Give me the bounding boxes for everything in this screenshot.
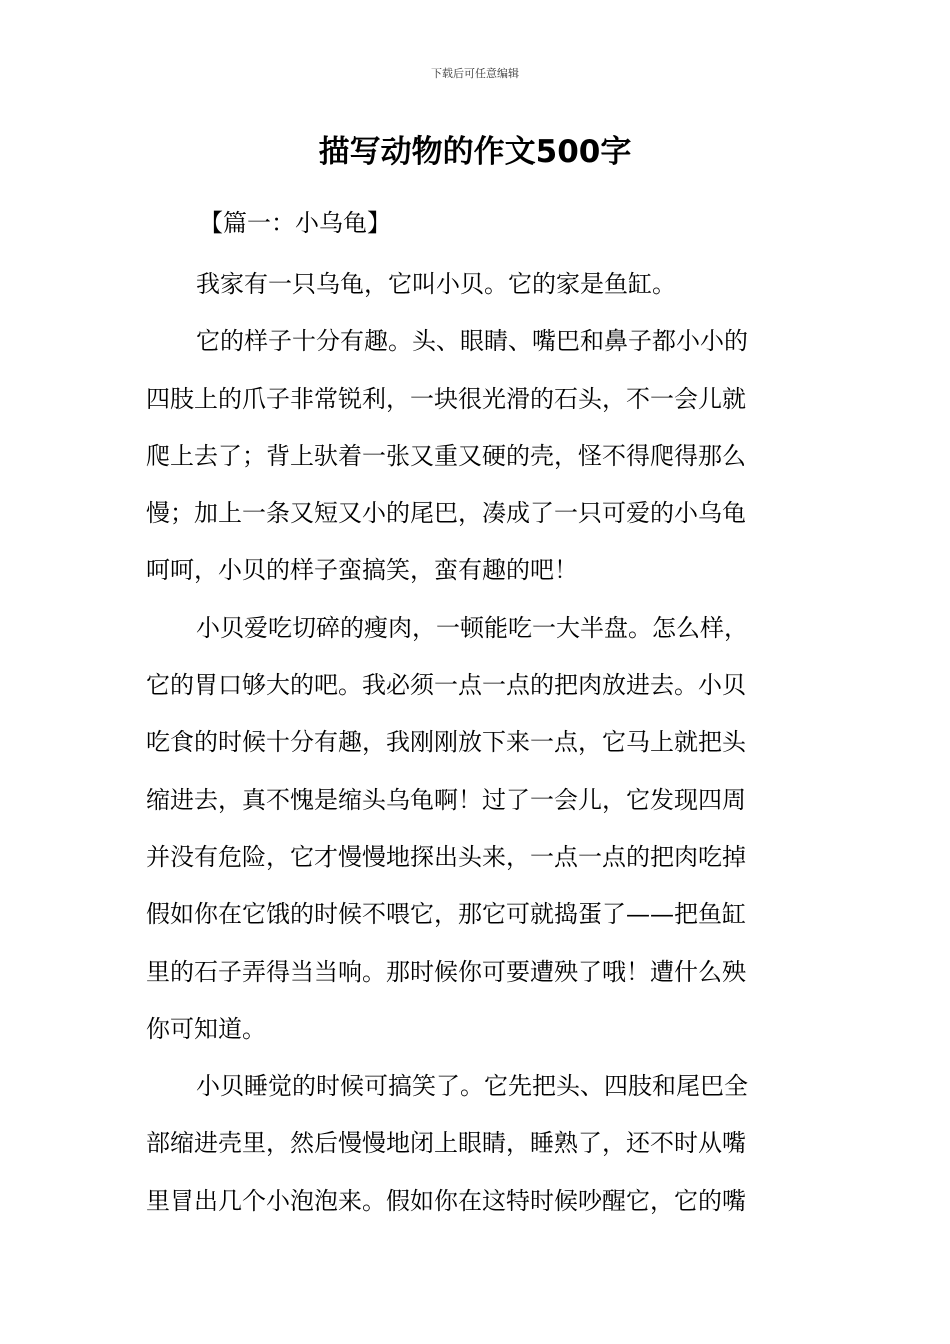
text-line: 小贝爱吃切碎的瘦肉，一顿能吃一大半盘。怎么样， [196, 613, 748, 642]
document-title: 描写动物的作文500字 [318, 134, 632, 170]
paragraph-2 [146, 313, 811, 599]
header-note: 下载后可任意编辑 [431, 67, 519, 80]
text-line: 缩进去，真不愧是缩头乌龟啊！过了一会儿，它发现四周 [146, 785, 746, 814]
text-line: 假如你在它饿的时候不喂它，那它可就捣蛋了——把鱼缸 [146, 900, 746, 929]
text-line: 四肢上的爪子非常锐利，一块很光滑的石头，不一会儿就 [146, 384, 746, 413]
text-line: 并没有危险，它才慢慢地探出头来，一点一点的把肉吃掉 [146, 842, 746, 871]
paragraph-4 [146, 1058, 811, 1230]
paragraph-3 [146, 600, 811, 1058]
text-line: 慢；加上一条又短又小的尾巴，凑成了一只可爱的小乌龟 [146, 499, 746, 528]
text-line: 吃食的时候十分有趣，我刚刚放下来一点，它马上就把头 [146, 728, 746, 757]
paragraph-1 [146, 256, 811, 313]
text-line: 里冒出几个小泡泡来。假如你在这特时候吵醒它，它的嘴 [146, 1186, 746, 1215]
text-line: 部缩进壳里，然后慢慢地闭上眼睛，睡熟了，还不时从嘴 [146, 1129, 746, 1158]
text-line: 我家有一只乌龟，它叫小贝。它的家是鱼缸。 [196, 270, 676, 298]
body-text [146, 256, 811, 1230]
text-line: 呵呵，小贝的样子蛮搞笑，蛮有趣的吧！ [146, 556, 578, 585]
text-line: 里的石子弄得当当响。那时候你可要遭殃了哦！遭什么殃 [146, 957, 746, 986]
text-line: 你可知道。 [146, 1014, 266, 1043]
text-line: 它的样子十分有趣。头、眼睛、嘴巴和鼻子都小小的 [196, 327, 748, 356]
section-heading: 【篇一：小乌龟】 [199, 209, 391, 237]
text-line: 小贝睡觉的时候可搞笑了。它先把头、四肢和尾巴全 [196, 1072, 748, 1101]
text-line: 它的胃口够大的吧。我必须一点一点的把肉放进去。小贝 [146, 671, 746, 700]
text-line: 爬上去了；背上驮着一张又重又硬的壳，怪不得爬得那么 [146, 441, 746, 470]
